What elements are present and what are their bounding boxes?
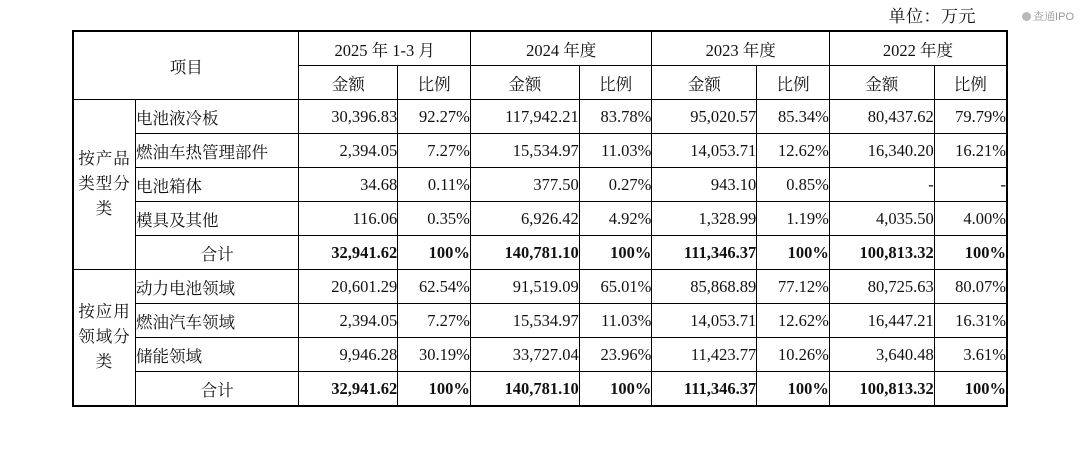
cell-ratio: 7.27% (398, 304, 471, 338)
header-sub-ratio-1: 比例 (579, 66, 652, 100)
cell-ratio: 12.62% (757, 304, 830, 338)
header-sub-amount-3: 金额 (829, 66, 934, 100)
unit-note: 单位：万元 (888, 7, 976, 26)
cell-amount: 943.10 (652, 168, 757, 202)
cell-ratio: 100% (398, 372, 471, 407)
cell-amount: 80,437.62 (829, 100, 934, 134)
row-name: 电池箱体 (136, 168, 299, 202)
table-row-total (73, 372, 1007, 407)
cell-amount: 16,447.21 (829, 304, 934, 338)
cell-amount: 1,328.99 (652, 202, 757, 236)
cell-amount: 117,942.21 (470, 100, 579, 134)
cell-amount: 3,640.48 (829, 338, 934, 372)
row-name: 合计 (136, 236, 299, 270)
header-period-3: 2022 年度 (829, 31, 1007, 66)
cell-amount: 2,394.05 (299, 134, 398, 168)
cell-amount: 16,340.20 (829, 134, 934, 168)
cell-amount: 111,346.37 (652, 372, 757, 407)
cell-ratio: 16.31% (934, 304, 1007, 338)
cell-ratio: 79.79% (934, 100, 1007, 134)
row-name: 模具及其他 (136, 202, 299, 236)
row-name: 燃油汽车领域 (136, 304, 299, 338)
watermark (1022, 8, 1074, 24)
cell-amount: - (829, 168, 934, 202)
table-row (73, 338, 1007, 372)
watermark-logo-icon (1022, 12, 1031, 21)
section-label-product-type: 按产品类型分类 (73, 100, 136, 270)
cell-ratio: 65.01% (579, 270, 652, 304)
section-label-application-field: 按应用领域分类 (73, 270, 136, 407)
cell-ratio: 0.27% (579, 168, 652, 202)
cell-amount: 20,601.29 (299, 270, 398, 304)
cell-amount: 116.06 (299, 202, 398, 236)
cell-ratio: 16.21% (934, 134, 1007, 168)
row-name: 燃油车热管理部件 (136, 134, 299, 168)
cell-amount: 140,781.10 (470, 372, 579, 407)
cell-ratio: 30.19% (398, 338, 471, 372)
cell-amount: 34.68 (299, 168, 398, 202)
cell-ratio: 11.03% (579, 134, 652, 168)
cell-amount: 32,941.62 (299, 236, 398, 270)
cell-amount: 14,053.71 (652, 304, 757, 338)
cell-ratio: 100% (398, 236, 471, 270)
cell-ratio: 0.35% (398, 202, 471, 236)
table-row (73, 134, 1007, 168)
cell-ratio: 4.92% (579, 202, 652, 236)
header-sub-ratio-0: 比例 (398, 66, 471, 100)
cell-amount: 33,727.04 (470, 338, 579, 372)
cell-amount: 14,053.71 (652, 134, 757, 168)
header-period-0: 2025 年 1-3 月 (299, 31, 470, 66)
cell-ratio: 0.85% (757, 168, 830, 202)
header-sub-amount-1: 金额 (470, 66, 579, 100)
cell-amount: 15,534.97 (470, 134, 579, 168)
cell-ratio: 80.07% (934, 270, 1007, 304)
cell-amount: 32,941.62 (299, 372, 398, 407)
watermark-label: 查通IPO (1033, 11, 1074, 23)
row-name: 电池液冷板 (136, 100, 299, 134)
cell-ratio: 4.00% (934, 202, 1007, 236)
table-row (73, 304, 1007, 338)
cell-ratio: 3.61% (934, 338, 1007, 372)
cell-ratio: 12.62% (757, 134, 830, 168)
cell-amount: 6,926.42 (470, 202, 579, 236)
cell-ratio: 83.78% (579, 100, 652, 134)
cell-amount: 2,394.05 (299, 304, 398, 338)
cell-ratio: 62.54% (398, 270, 471, 304)
cell-ratio: 100% (757, 372, 830, 407)
cell-ratio: 100% (579, 236, 652, 270)
cell-ratio: 77.12% (757, 270, 830, 304)
cell-amount: 15,534.97 (470, 304, 579, 338)
row-name: 动力电池领域 (136, 270, 299, 304)
cell-amount: 30,396.83 (299, 100, 398, 134)
header-sub-ratio-3: 比例 (934, 66, 1007, 100)
table-row (73, 270, 1007, 304)
cell-amount: 95,020.57 (652, 100, 757, 134)
revenue-breakdown-table (72, 30, 1008, 407)
header-item-label: 项目 (73, 31, 299, 100)
cell-ratio: 1.19% (757, 202, 830, 236)
cell-amount: 9,946.28 (299, 338, 398, 372)
cell-ratio: 100% (579, 372, 652, 407)
cell-ratio: 100% (934, 236, 1007, 270)
table-row (73, 168, 1007, 202)
cell-ratio: - (934, 168, 1007, 202)
table-row (73, 202, 1007, 236)
header-sub-ratio-2: 比例 (757, 66, 830, 100)
cell-amount: 377.50 (470, 168, 579, 202)
cell-amount: 85,868.89 (652, 270, 757, 304)
table-row (73, 100, 1007, 134)
cell-ratio: 100% (757, 236, 830, 270)
cell-amount: 11,423.77 (652, 338, 757, 372)
table-row-total (73, 236, 1007, 270)
cell-amount: 4,035.50 (829, 202, 934, 236)
cell-amount: 91,519.09 (470, 270, 579, 304)
row-name: 储能领域 (136, 338, 299, 372)
cell-ratio: 0.11% (398, 168, 471, 202)
table-header-row-periods (73, 31, 1007, 66)
cell-amount: 111,346.37 (652, 236, 757, 270)
cell-amount: 100,813.32 (829, 372, 934, 407)
cell-ratio: 85.34% (757, 100, 830, 134)
cell-ratio: 92.27% (398, 100, 471, 134)
cell-ratio: 100% (934, 372, 1007, 407)
cell-amount: 80,725.63 (829, 270, 934, 304)
cell-ratio: 7.27% (398, 134, 471, 168)
cell-amount: 140,781.10 (470, 236, 579, 270)
row-name: 合计 (136, 372, 299, 407)
cell-ratio: 10.26% (757, 338, 830, 372)
cell-ratio: 23.96% (579, 338, 652, 372)
cell-ratio: 11.03% (579, 304, 652, 338)
header-sub-amount-0: 金额 (299, 66, 398, 100)
header-period-1: 2024 年度 (470, 31, 652, 66)
header-period-2: 2023 年度 (652, 31, 830, 66)
cell-amount: 100,813.32 (829, 236, 934, 270)
header-sub-amount-2: 金额 (652, 66, 757, 100)
